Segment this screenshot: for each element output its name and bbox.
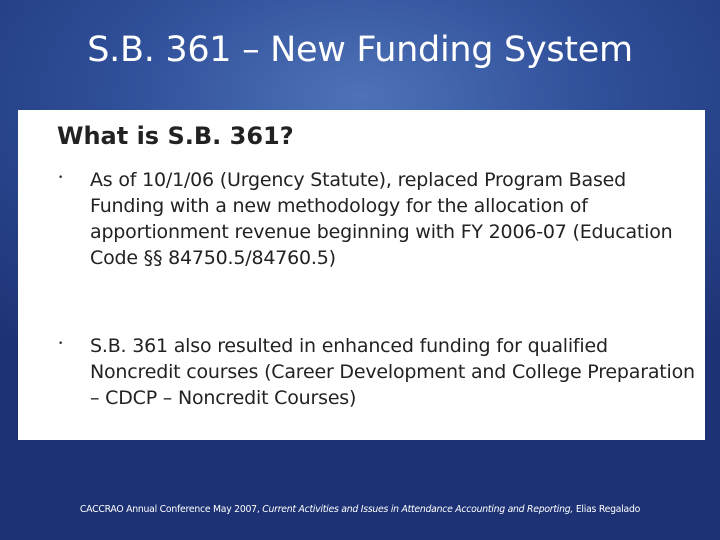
footer xyxy=(0,503,720,517)
content-panel xyxy=(18,110,705,440)
bullet-text: S.B. 361 also resulted in enhanced funding for qualified Noncredit courses (Career Development and College Preparation – CDCP – Noncredit Courses) xyxy=(90,335,695,409)
footer-conference: CACCRAO Annual Conference May 2007, xyxy=(79,504,260,515)
section-heading: What is S.B. 361? xyxy=(57,122,294,150)
footer-session: Current Activities and Issues in Attendance Accounting and Reporting, xyxy=(262,504,574,515)
bullet-dot-icon: • xyxy=(58,173,64,183)
slide-title: S.B. 361 – New Funding System xyxy=(87,30,633,70)
bullet-text: As of 10/1/06 (Urgency Statute), replaced Program Based Funding with a new methodology for the allocation of apportionment revenue beginning with FY 2006-07 (Education Code §§ 84750.5/84760.5) xyxy=(90,169,673,269)
footer-presenter: Elias Regalado xyxy=(575,504,641,515)
bullet-dot-icon: • xyxy=(58,339,64,349)
